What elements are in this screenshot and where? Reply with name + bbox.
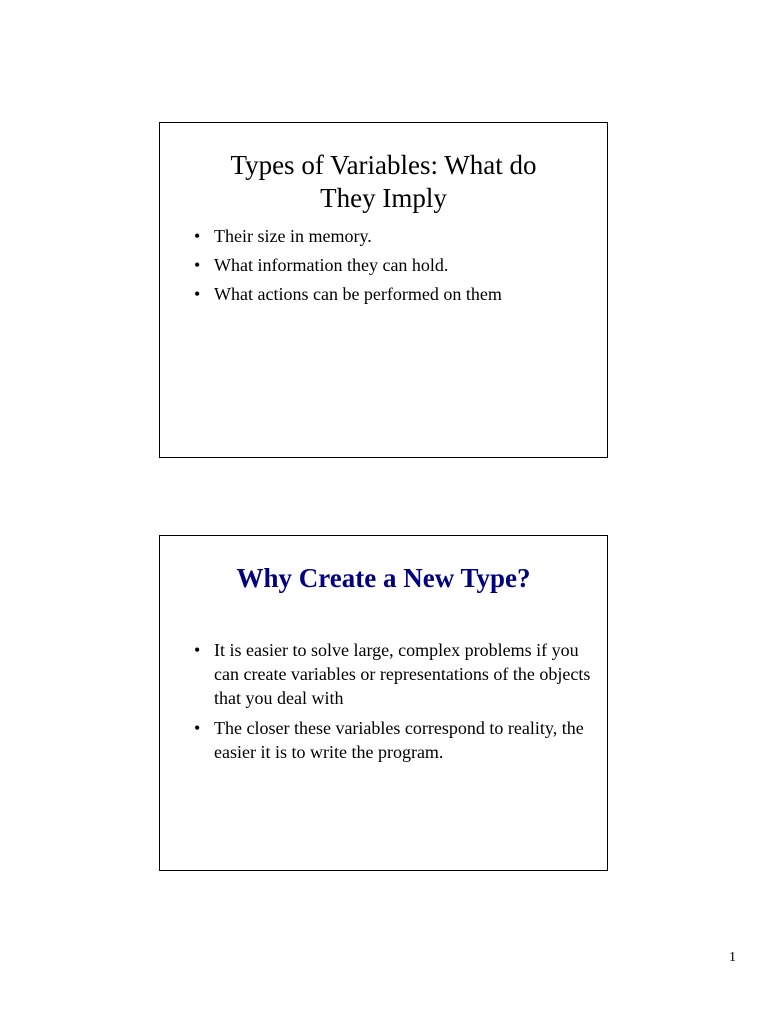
slide-2 [159, 535, 608, 871]
list-item [194, 716, 594, 764]
page-number: 1 [729, 950, 736, 965]
bullet-icon: • [194, 284, 201, 304]
bullet-icon: • [194, 255, 201, 275]
bullet-text: What information they can hold. [214, 255, 449, 275]
slide-1-title [160, 149, 607, 215]
bullet-icon: • [194, 718, 201, 738]
bullet-text: What actions can be performed on them [214, 284, 502, 304]
slide-1-title-line-1: Types of Variables: What do [230, 150, 537, 180]
bullet-text: The closer these variables correspond to reality, the easier it is to write the program. [214, 718, 584, 762]
bullet-text: Their size in memory. [214, 226, 372, 246]
slide-1-title-line-2: They Imply [320, 183, 447, 213]
list-item [194, 224, 594, 248]
bullet-icon: • [194, 640, 201, 660]
slide-1-bullet-list [194, 224, 594, 311]
list-item [194, 638, 594, 710]
slide-1 [159, 122, 608, 458]
bullet-text: It is easier to solve large, complex problems if you can create variables or representations of the objects that you deal with [214, 640, 591, 708]
bullet-icon: • [194, 226, 201, 246]
slide-2-title: Why Create a New Type? [236, 563, 531, 593]
list-item [194, 282, 594, 306]
slide-2-bullet-list [194, 638, 594, 770]
list-item [194, 253, 594, 277]
